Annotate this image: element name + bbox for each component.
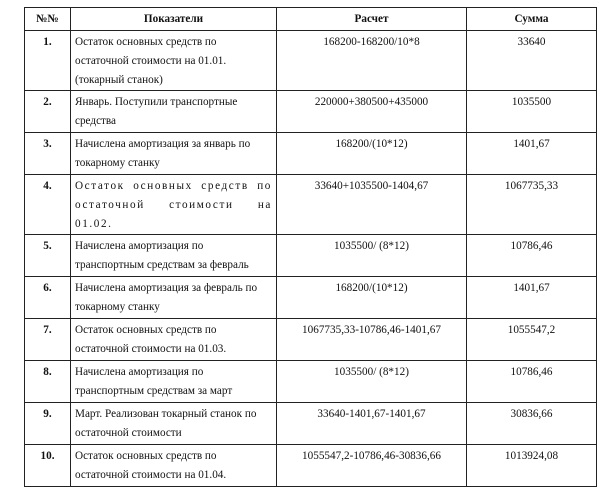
row-indicator: Остаток основных средств по остаточной стоимости на 01.01. (токарный станок)	[71, 31, 277, 91]
row-indicator: Март. Реализован токарный станок по остаточной стоимости	[71, 403, 277, 445]
row-sum: 1035500	[467, 91, 597, 133]
row-num: 6.	[25, 277, 71, 319]
header-indicator: Показатели	[71, 8, 277, 31]
row-indicator: Остаток основных средств по остаточной стоимости на 01.02.	[71, 175, 277, 235]
row-calculation: 33640-1401,67-1401,67	[277, 403, 467, 445]
table-row	[25, 91, 597, 133]
row-calculation: 168200/(10*12)	[277, 133, 467, 175]
row-sum: 30836,66	[467, 403, 597, 445]
row-num: 3.	[25, 133, 71, 175]
row-indicator: Начислена амортизация за январь по токарному станку	[71, 133, 277, 175]
row-sum: 1013924,08	[467, 445, 597, 487]
row-calculation: 1035500/ (8*12)	[277, 235, 467, 277]
header-row	[25, 8, 597, 31]
row-indicator: Начислена амортизация по транспортным средствам за март	[71, 361, 277, 403]
row-indicator: Начислена амортизация за февраль по токарному станку	[71, 277, 277, 319]
row-sum: 10786,46	[467, 235, 597, 277]
table-row	[25, 31, 597, 91]
header-sum: Сумма	[467, 8, 597, 31]
row-calculation: 1055547,2-10786,46-30836,66	[277, 445, 467, 487]
header-calculation: Расчет	[277, 8, 467, 31]
row-calculation: 168200-168200/10*8	[277, 31, 467, 91]
row-indicator: Остаток основных средств по остаточной стоимости на 01.03.	[71, 319, 277, 361]
header-num: №№	[25, 8, 71, 31]
table-row	[25, 175, 597, 235]
table-row	[25, 361, 597, 403]
table-row	[25, 133, 597, 175]
row-sum: 1401,67	[467, 277, 597, 319]
row-calculation: 220000+380500+435000	[277, 91, 467, 133]
row-num: 5.	[25, 235, 71, 277]
row-calculation: 168200/(10*12)	[277, 277, 467, 319]
row-indicator: Январь. Поступили транспортные средства	[71, 91, 277, 133]
table-row	[25, 277, 597, 319]
row-num: 4.	[25, 175, 71, 235]
table-row	[25, 235, 597, 277]
row-calculation: 1067735,33-10786,46-1401,67	[277, 319, 467, 361]
row-num: 10.	[25, 445, 71, 487]
table-row	[25, 445, 597, 487]
depreciation-table	[24, 7, 597, 487]
row-num: 9.	[25, 403, 71, 445]
table-row	[25, 319, 597, 361]
row-sum: 33640	[467, 31, 597, 91]
row-sum: 10786,46	[467, 361, 597, 403]
row-sum: 1055547,2	[467, 319, 597, 361]
table-body	[25, 31, 597, 487]
row-num: 7.	[25, 319, 71, 361]
row-calculation: 33640+1035500-1404,67	[277, 175, 467, 235]
row-num: 8.	[25, 361, 71, 403]
table-header	[25, 8, 597, 31]
row-indicator: Начислена амортизация по транспортным средствам за февраль	[71, 235, 277, 277]
row-sum: 1067735,33	[467, 175, 597, 235]
row-indicator: Остаток основных средств по остаточной стоимости на 01.04.	[71, 445, 277, 487]
row-calculation: 1035500/ (8*12)	[277, 361, 467, 403]
row-num: 2.	[25, 91, 71, 133]
table-row	[25, 403, 597, 445]
row-sum: 1401,67	[467, 133, 597, 175]
row-num: 1.	[25, 31, 71, 91]
